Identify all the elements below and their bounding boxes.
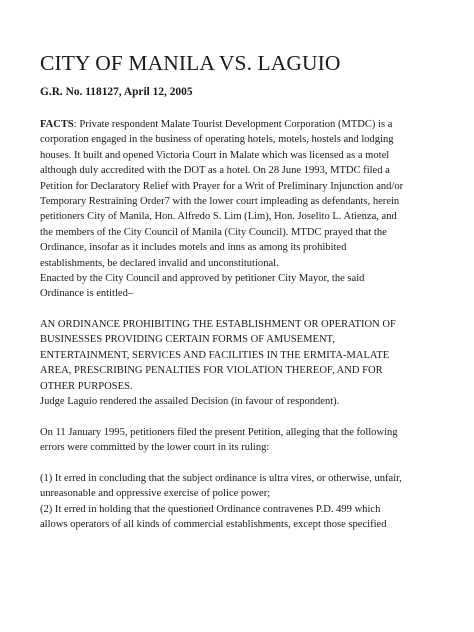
facts-line: Ordinance, insofar as it includes motels and inns as among its prohibited: [40, 242, 347, 254]
facts-line: [40, 117, 460, 132]
error-line: (1) It erred in concluding that the subject ordinance is ultra vires, or otherwise, unfair,: [40, 472, 402, 484]
ordinance-line: ENTERTAINMENT, SERVICES AND FACILITIES IN THE ERMITA-MALATE: [40, 349, 390, 361]
facts-line: Petition for Declaratory Relief with Prayer for a Writ of Preliminary Injunction and/or: [40, 180, 404, 192]
petition-line: errors were committed by the lower court in its ruling:: [40, 442, 270, 454]
facts-line: petitioners City of Manila, Hon. Alfredo S. Lim (Lim), Hon. Joselito L. Atienza, and: [40, 211, 397, 223]
ordinance-line: AREA, PRESCRIBING PENALTIES FOR VIOLATION THEREOF, AND FOR: [40, 365, 383, 377]
paragraph-gap: [40, 409, 460, 424]
ordinance-line: OTHER PURPOSES.: [40, 380, 133, 392]
facts-line: Temporary Restraining Order7 with the lower court impleading as defendants, herein: [40, 195, 400, 207]
error-line: unreasonable and oppressive exercise of police power;: [40, 488, 271, 500]
document-page: [40, 50, 460, 533]
paragraph-gap: [40, 302, 460, 317]
document-title: CITY OF MANILA VS. LAGUIO: [40, 51, 341, 75]
facts-line: the members of the City Council of Manila (City Council). MTDC prayed that the: [40, 226, 387, 238]
facts-label: FACTS: [40, 119, 74, 130]
facts-line: houses. It built and opened Victoria Court in Malate which was licensed as a motel: [40, 149, 390, 161]
facts-line: although duly accredited with the DOT as a hotel. On 28 June 1993, MTDC filed a: [40, 165, 390, 177]
facts-line: Enacted by the City Council and approved by petitioner City Mayor, the said: [40, 272, 365, 284]
error-line: allows operators of all kinds of commercial establishments, except those specified: [40, 519, 387, 531]
ordinance-line: BUSINESSES PROVIDING CERTAIN FORMS OF AMUSEMENT,: [40, 334, 335, 346]
document-body: [40, 117, 460, 533]
case-citation: G.R. No. 118127, April 12, 2005: [40, 86, 193, 98]
paragraph-gap: [40, 456, 460, 471]
facts-line-text: : Private respondent Malate Tourist Development Corporation (MTDC) is a: [73, 119, 393, 130]
facts-line: corporation engaged in the business of operating hotels, motels, hostels and lodging: [40, 134, 394, 146]
facts-line: Ordinance is entitled–: [40, 288, 134, 300]
decision-line: Judge Laguio rendered the assailed Decision (in favour of respondent).: [40, 396, 340, 408]
ordinance-line: AN ORDINANCE PROHIBITING THE ESTABLISHMENT OR OPERATION OF: [40, 319, 396, 331]
error-line: (2) It erred in holding that the questioned Ordinance contravenes P.D. 499 which: [40, 503, 381, 515]
facts-line: establishments, be declared invalid and unconstitutional.: [40, 257, 279, 269]
petition-line: On 11 January 1995, petitioners filed the present Petition, alleging that the following: [40, 426, 398, 438]
